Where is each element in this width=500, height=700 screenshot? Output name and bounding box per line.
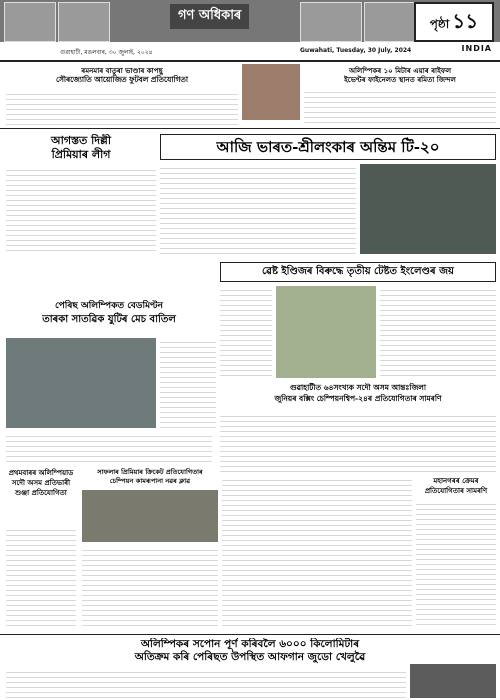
article-badminton — [6, 300, 212, 336]
masthead-photo — [300, 2, 362, 42]
shooter-photo — [242, 64, 300, 120]
article-body — [6, 526, 76, 626]
article-headline: জুনিয়ৰ বক্সিং চেম্পিয়নশ্বিপ-২৪ৰ প্ৰতিযোগিতাৰ সামৰণি — [274, 394, 442, 403]
article-headline: তাৰকা সাতৱিক যুটিৰ মেচ বাতিল — [42, 314, 176, 325]
junior-body — [220, 412, 496, 472]
article-body — [6, 166, 156, 252]
article-headline: অতিক্ৰম কৰি পেৰিছত উপস্থিত আফগান জুডো খেলুৱৈ — [134, 651, 366, 663]
newspaper-title: গণ অধিকাৰ — [170, 4, 249, 29]
masthead-photo — [4, 2, 56, 42]
afghan-body — [6, 668, 406, 698]
cricket-team-photo — [82, 490, 218, 542]
article-football — [6, 66, 238, 126]
article-left-column — [6, 468, 76, 628]
article-headline: সাফলাৰ প্ৰিমিয়াৰ ক্ৰিকেট প্ৰতিযোগিতাৰ — [97, 468, 203, 476]
masthead — [0, 0, 500, 62]
cricket-photo — [360, 164, 496, 254]
divider — [0, 634, 500, 635]
article-headline: অলিম্পিকৰ সপোন পূৰ্ণ কৰিবলৈ ৬০০০ কিলোমিটাৰ — [140, 638, 360, 650]
article-headline: ৰমনমাৰ বাতুৰা ভাণ্ডাৰ কাপছু — [81, 66, 163, 75]
judo-photo — [410, 664, 496, 698]
article-shooting — [304, 66, 496, 126]
article-junior-boxing — [220, 382, 496, 410]
article-headline: চেম্পিয়ন কামৰূপানা নৱৰ ক্লাৱ — [109, 477, 191, 485]
article-body — [82, 546, 218, 628]
article-headline: ইভেণ্টৰ ফাইনেলত স্থানত ৰমিতা জিন্দল — [344, 75, 456, 84]
article-headline: সৌৰজ্যোতি আয়োজিত ফুটবল প্ৰতিযোগিতা — [55, 75, 188, 84]
article-headline: পেৰিছ অলিম্পিকত বেডমিণ্টন — [55, 301, 163, 311]
article-afghan-judo — [6, 638, 494, 664]
england-body — [220, 286, 272, 378]
article-body — [6, 90, 238, 126]
masthead-photo — [58, 2, 110, 42]
page-number: ১১ — [452, 9, 479, 33]
article-headline: মহানগৰৰ ক্ৰেমৰ প্ৰতিযোগিতাৰ সামৰণি — [424, 476, 488, 495]
article-body — [416, 500, 496, 628]
article-premier-cricket — [82, 468, 218, 628]
divider — [0, 128, 500, 129]
article-headline: আগস্তত দিল্লী — [51, 134, 111, 147]
badminton-body — [160, 338, 216, 428]
england-photo — [276, 286, 376, 378]
page-number-box — [414, 2, 494, 42]
lead-headline-box — [160, 134, 496, 160]
article-body — [304, 88, 496, 126]
england-headline: ৱেষ্ট ইণ্ডিজৰ বিৰুদ্ধে তৃতীয় টেষ্টত ইংলেণ্ডৰ জয় — [262, 266, 454, 277]
badminton-body — [6, 432, 212, 462]
article-headline: প্ৰথমবাৰৰ অলিম্পিয়াড সদৌ অসম প্ৰতিভাৰী শুঞ্জা প্ৰতিযোগিতা — [8, 468, 74, 497]
brand-tag: INDIA — [461, 44, 492, 53]
england-body — [380, 286, 496, 378]
article-headline: প্ৰিমিয়াৰ লীগ — [51, 148, 111, 161]
article-headline: অলিম্পিকৰ ১০ মিটাৰ এয়াৰ ৰাইফল — [348, 66, 452, 75]
article-delhi-league — [6, 134, 156, 252]
junior-body-continued — [222, 476, 412, 628]
date-assamese: গুৱাহাটী, মঙলবাৰ, ৩০ জুলাই, ২০২৪ — [60, 49, 153, 56]
lead-body — [160, 164, 356, 256]
article-headline: গুৱাহাটীত ৬৪সংখ্যক সদৌ অসম আন্তঃজিলা — [289, 383, 427, 392]
page-label: পৃষ্ঠা — [429, 17, 450, 31]
lead-headline: আজি ভাৰত-শ্ৰীলংকাৰ অন্তিম টি-২০ — [216, 138, 440, 156]
badminton-photo — [6, 338, 156, 428]
article-right-column — [416, 476, 496, 628]
date-english: Guwahati, Tuesday, 30 July, 2024 — [300, 47, 412, 54]
england-headline-box — [220, 262, 496, 282]
masthead-photo — [364, 2, 416, 42]
